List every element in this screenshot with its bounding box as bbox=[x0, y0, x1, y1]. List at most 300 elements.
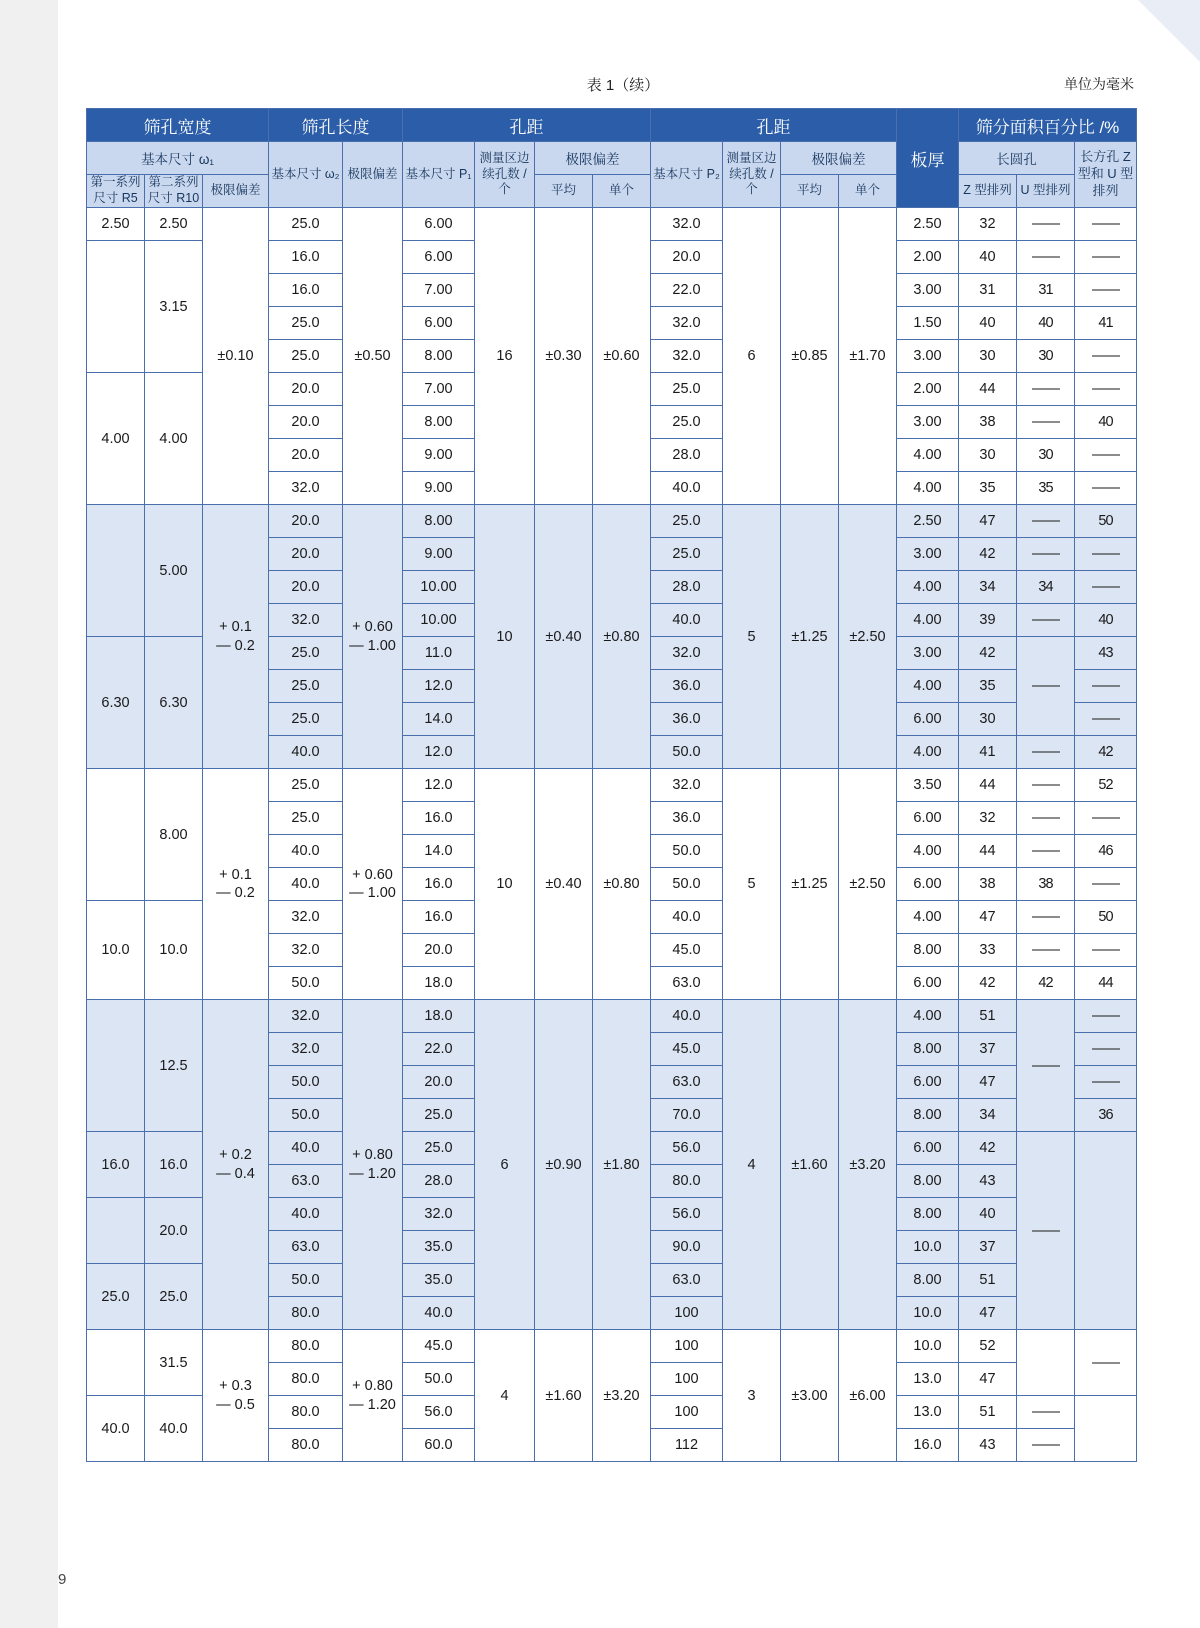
cell-basic-p1: 12.0 bbox=[403, 736, 475, 769]
cell-z-row: 31 bbox=[959, 274, 1017, 307]
header-avg-2: 平均 bbox=[781, 175, 839, 208]
cell-basic-w2: 32.0 bbox=[269, 472, 343, 505]
cell-tol-w1: + 0.1 — 0.2 bbox=[203, 769, 269, 1000]
cell-rect-zu: 40 bbox=[1075, 406, 1137, 439]
cell-r10: 10.0 bbox=[145, 901, 203, 1000]
cell-u-row: —— bbox=[1017, 1000, 1075, 1132]
cell-z-row: 33 bbox=[959, 934, 1017, 967]
cell-u-row: 30 bbox=[1017, 439, 1075, 472]
cell-rect-zu: 52 bbox=[1075, 769, 1137, 802]
cell-basic-w2: 20.0 bbox=[269, 439, 343, 472]
cell-rect-zu: —— bbox=[1075, 439, 1137, 472]
table-row bbox=[87, 769, 1137, 802]
cell-z-row: 42 bbox=[959, 967, 1017, 1000]
cell-basic-p2: 63.0 bbox=[651, 967, 723, 1000]
cell-basic-p2: 56.0 bbox=[651, 1198, 723, 1231]
cell-z-row: 47 bbox=[959, 901, 1017, 934]
cell-r5: 16.0 bbox=[87, 1132, 145, 1198]
cell-basic-w2: 40.0 bbox=[269, 835, 343, 868]
cell-u-row: —— bbox=[1017, 1396, 1075, 1429]
cell-basic-w2: 80.0 bbox=[269, 1330, 343, 1363]
cell-plate-thickness: 3.50 bbox=[897, 769, 959, 802]
cell-basic-p1: 35.0 bbox=[403, 1264, 475, 1297]
header-avg-1: 平均 bbox=[535, 175, 593, 208]
cell-rect-zu: —— bbox=[1075, 373, 1137, 406]
cell-meas-holes-1: 10 bbox=[475, 769, 535, 1000]
cell-plate-thickness: 4.00 bbox=[897, 472, 959, 505]
cell-rect-zu: 41 bbox=[1075, 307, 1137, 340]
cell-u-row: 34 bbox=[1017, 571, 1075, 604]
cell-basic-w2: 25.0 bbox=[269, 637, 343, 670]
cell-rect-zu: 43 bbox=[1075, 637, 1137, 670]
header-group-length: 筛孔长度 bbox=[269, 109, 403, 142]
header-basic-p2: 基本尺寸 P₂ bbox=[651, 142, 723, 208]
cell-basic-w2: 80.0 bbox=[269, 1297, 343, 1330]
cell-z-row: 44 bbox=[959, 769, 1017, 802]
cell-single-1: ±3.20 bbox=[593, 1330, 651, 1462]
cell-basic-w2: 32.0 bbox=[269, 604, 343, 637]
cell-single-2: ±2.50 bbox=[839, 769, 897, 1000]
cell-basic-w2: 20.0 bbox=[269, 373, 343, 406]
cell-single-2: ±3.20 bbox=[839, 1000, 897, 1330]
cell-avg-2: ±1.25 bbox=[781, 769, 839, 1000]
cell-rect-zu: 44 bbox=[1075, 967, 1137, 1000]
table-body bbox=[87, 208, 1137, 1462]
cell-basic-p2: 100 bbox=[651, 1396, 723, 1429]
cell-avg-2: ±0.85 bbox=[781, 208, 839, 505]
cell-plate-thickness: 2.00 bbox=[897, 373, 959, 406]
cell-basic-p2: 50.0 bbox=[651, 736, 723, 769]
cell-r5 bbox=[87, 505, 145, 637]
cell-u-row: —— bbox=[1017, 934, 1075, 967]
cell-basic-p1: 7.00 bbox=[403, 373, 475, 406]
table-head bbox=[87, 109, 1137, 208]
cell-u-row: 31 bbox=[1017, 274, 1075, 307]
cell-avg-1: ±0.30 bbox=[535, 208, 593, 505]
cell-meas-holes-2: 5 bbox=[723, 505, 781, 769]
cell-basic-w2: 50.0 bbox=[269, 1099, 343, 1132]
cell-u-row: —— bbox=[1017, 604, 1075, 637]
cell-rect-zu: 36 bbox=[1075, 1099, 1137, 1132]
cell-r10: 16.0 bbox=[145, 1132, 203, 1198]
cell-basic-p1: 16.0 bbox=[403, 868, 475, 901]
cell-r5: 40.0 bbox=[87, 1396, 145, 1462]
header-dev-limit-2: 极限偏差 bbox=[781, 142, 897, 175]
cell-plate-thickness: 3.00 bbox=[897, 406, 959, 439]
cell-meas-holes-1: 10 bbox=[475, 505, 535, 769]
cell-z-row: 30 bbox=[959, 703, 1017, 736]
cell-rect-zu: —— bbox=[1075, 241, 1137, 274]
cell-basic-p1: 45.0 bbox=[403, 1330, 475, 1363]
cell-basic-w2: 63.0 bbox=[269, 1165, 343, 1198]
cell-rect-zu: —— bbox=[1075, 274, 1137, 307]
cell-r10: 6.30 bbox=[145, 637, 203, 769]
cell-plate-thickness: 4.00 bbox=[897, 604, 959, 637]
cell-basic-p1: 14.0 bbox=[403, 835, 475, 868]
cell-rect-zu: —— bbox=[1075, 340, 1137, 373]
cell-z-row: 42 bbox=[959, 538, 1017, 571]
cell-z-row: 37 bbox=[959, 1033, 1017, 1066]
cell-basic-p2: 40.0 bbox=[651, 1000, 723, 1033]
cell-plate-thickness: 6.00 bbox=[897, 967, 959, 1000]
cell-meas-holes-2: 4 bbox=[723, 1000, 781, 1330]
cell-z-row: 30 bbox=[959, 439, 1017, 472]
cell-basic-p2: 40.0 bbox=[651, 604, 723, 637]
cell-r10: 20.0 bbox=[145, 1198, 203, 1264]
cell-tol-w1: + 0.1 — 0.2 bbox=[203, 505, 269, 769]
cell-avg-1: ±0.90 bbox=[535, 1000, 593, 1330]
cell-z-row: 47 bbox=[959, 1066, 1017, 1099]
cell-plate-thickness: 2.50 bbox=[897, 505, 959, 538]
cell-single-1: ±1.80 bbox=[593, 1000, 651, 1330]
header-dev-limit-1: 极限偏差 bbox=[535, 142, 651, 175]
cell-meas-holes-2: 3 bbox=[723, 1330, 781, 1462]
cell-basic-p2: 25.0 bbox=[651, 538, 723, 571]
cell-rect-zu: 40 bbox=[1075, 604, 1137, 637]
header-basic-p1: 基本尺寸 P₁ bbox=[403, 142, 475, 208]
cell-basic-p1: 18.0 bbox=[403, 967, 475, 1000]
cell-z-row: 52 bbox=[959, 1330, 1017, 1363]
cell-plate-thickness: 13.0 bbox=[897, 1363, 959, 1396]
cell-basic-p2: 36.0 bbox=[651, 703, 723, 736]
cell-plate-thickness: 2.00 bbox=[897, 241, 959, 274]
cell-plate-thickness: 6.00 bbox=[897, 1132, 959, 1165]
cell-basic-p2: 25.0 bbox=[651, 373, 723, 406]
cell-single-2: ±6.00 bbox=[839, 1330, 897, 1462]
cell-basic-p1: 6.00 bbox=[403, 307, 475, 340]
cell-z-row: 30 bbox=[959, 340, 1017, 373]
cell-basic-p1: 50.0 bbox=[403, 1363, 475, 1396]
cell-z-row: 32 bbox=[959, 208, 1017, 241]
cell-basic-w2: 16.0 bbox=[269, 241, 343, 274]
cell-basic-p1: 11.0 bbox=[403, 637, 475, 670]
cell-basic-w2: 20.0 bbox=[269, 538, 343, 571]
cell-basic-p2: 70.0 bbox=[651, 1099, 723, 1132]
cell-basic-w2: 40.0 bbox=[269, 1132, 343, 1165]
cell-plate-thickness: 13.0 bbox=[897, 1396, 959, 1429]
cell-r5 bbox=[87, 1198, 145, 1264]
cell-plate-thickness: 6.00 bbox=[897, 1066, 959, 1099]
cell-rect-zu: —— bbox=[1075, 538, 1137, 571]
cell-r10: 12.5 bbox=[145, 1000, 203, 1132]
cell-basic-p2: 45.0 bbox=[651, 934, 723, 967]
cell-r10: 25.0 bbox=[145, 1264, 203, 1330]
cell-u-row: 42 bbox=[1017, 967, 1075, 1000]
header-z-row: Z 型排列 bbox=[959, 175, 1017, 208]
cell-u-row: —— bbox=[1017, 1429, 1075, 1462]
cell-rect-zu: —— bbox=[1075, 208, 1137, 241]
cell-basic-p2: 50.0 bbox=[651, 835, 723, 868]
cell-basic-p2: 32.0 bbox=[651, 340, 723, 373]
cell-tol-w2: + 0.80 — 1.20 bbox=[343, 1000, 403, 1330]
cell-single-1: ±0.60 bbox=[593, 208, 651, 505]
cell-basic-w2: 25.0 bbox=[269, 307, 343, 340]
header-meas-holes-2: 测量区边续孔数 / 个 bbox=[723, 142, 781, 208]
cell-u-row: —— bbox=[1017, 208, 1075, 241]
cell-z-row: 43 bbox=[959, 1165, 1017, 1198]
cell-basic-p1: 16.0 bbox=[403, 901, 475, 934]
cell-basic-p2: 32.0 bbox=[651, 637, 723, 670]
cell-r5: 25.0 bbox=[87, 1264, 145, 1330]
cell-plate-thickness: 8.00 bbox=[897, 934, 959, 967]
cell-meas-holes-1: 4 bbox=[475, 1330, 535, 1462]
cell-u-row: 35 bbox=[1017, 472, 1075, 505]
cell-u-row: —— bbox=[1017, 835, 1075, 868]
cell-basic-p2: 100 bbox=[651, 1330, 723, 1363]
cell-basic-p2: 45.0 bbox=[651, 1033, 723, 1066]
cell-single-1: ±0.80 bbox=[593, 769, 651, 1000]
cell-u-row: 38 bbox=[1017, 868, 1075, 901]
cell-basic-w2: 20.0 bbox=[269, 571, 343, 604]
cell-meas-holes-1: 6 bbox=[475, 1000, 535, 1330]
cell-basic-w2: 25.0 bbox=[269, 703, 343, 736]
cell-basic-w2: 50.0 bbox=[269, 1066, 343, 1099]
header-basic-w1: 基本尺寸 ω₁ bbox=[87, 142, 269, 175]
cell-plate-thickness: 3.00 bbox=[897, 274, 959, 307]
cell-basic-w2: 63.0 bbox=[269, 1231, 343, 1264]
cell-z-row: 44 bbox=[959, 373, 1017, 406]
cell-basic-p2: 25.0 bbox=[651, 505, 723, 538]
cell-basic-p2: 90.0 bbox=[651, 1231, 723, 1264]
cell-rect-zu: —— bbox=[1075, 868, 1137, 901]
cell-avg-1: ±0.40 bbox=[535, 505, 593, 769]
cell-u-row: —— bbox=[1017, 406, 1075, 439]
cell-basic-p1: 20.0 bbox=[403, 934, 475, 967]
cell-plate-thickness: 1.50 bbox=[897, 307, 959, 340]
cell-u-row: —— bbox=[1017, 901, 1075, 934]
unit-note: 单位为毫米 bbox=[1064, 76, 1134, 92]
cell-plate-thickness: 8.00 bbox=[897, 1264, 959, 1297]
cell-basic-w2: 25.0 bbox=[269, 769, 343, 802]
cell-basic-p1: 22.0 bbox=[403, 1033, 475, 1066]
cell-z-row: 42 bbox=[959, 637, 1017, 670]
cell-meas-holes-2: 6 bbox=[723, 208, 781, 505]
table-row bbox=[87, 208, 1137, 241]
cell-basic-p2: 28.0 bbox=[651, 571, 723, 604]
header-group-pitch-2: 孔距 bbox=[651, 109, 897, 142]
header-r10: 第二系列尺寸 R10 bbox=[145, 175, 203, 208]
cell-basic-p2: 40.0 bbox=[651, 901, 723, 934]
cell-basic-p2: 22.0 bbox=[651, 274, 723, 307]
cell-plate-thickness: 6.00 bbox=[897, 703, 959, 736]
table-row bbox=[87, 505, 1137, 538]
sieve-specification-table bbox=[86, 108, 1137, 1462]
cell-r10: 40.0 bbox=[145, 1396, 203, 1462]
cell-basic-p2: 112 bbox=[651, 1429, 723, 1462]
cell-plate-thickness: 6.00 bbox=[897, 802, 959, 835]
page-number: 9 bbox=[58, 1571, 67, 1588]
cell-basic-w2: 16.0 bbox=[269, 274, 343, 307]
cell-basic-p2: 25.0 bbox=[651, 406, 723, 439]
cell-single-2: ±2.50 bbox=[839, 505, 897, 769]
cell-basic-p2: 20.0 bbox=[651, 241, 723, 274]
cell-basic-p1: 32.0 bbox=[403, 1198, 475, 1231]
cell-z-row: 39 bbox=[959, 604, 1017, 637]
cell-basic-w2: 80.0 bbox=[269, 1363, 343, 1396]
cell-rect-zu: 50 bbox=[1075, 901, 1137, 934]
cell-basic-p1: 7.00 bbox=[403, 274, 475, 307]
cell-z-row: 51 bbox=[959, 1000, 1017, 1033]
cell-z-row: 43 bbox=[959, 1429, 1017, 1462]
cell-rect-zu: —— bbox=[1075, 472, 1137, 505]
cell-z-row: 38 bbox=[959, 868, 1017, 901]
cell-r10: 2.50 bbox=[145, 208, 203, 241]
cell-r5 bbox=[87, 1330, 145, 1396]
cell-basic-p2: 63.0 bbox=[651, 1264, 723, 1297]
header-meas-holes-1: 测量区边续孔数 / 个 bbox=[475, 142, 535, 208]
header-group-pitch-1: 孔距 bbox=[403, 109, 651, 142]
cell-u-row: 40 bbox=[1017, 307, 1075, 340]
cell-rect-zu: —— bbox=[1075, 934, 1137, 967]
cell-u-row: —— bbox=[1017, 373, 1075, 406]
cell-z-row: 38 bbox=[959, 406, 1017, 439]
cell-basic-p1: 25.0 bbox=[403, 1099, 475, 1132]
header-single-1: 单个 bbox=[593, 175, 651, 208]
cell-u-row bbox=[1017, 1330, 1075, 1396]
cell-rect-zu: 42 bbox=[1075, 736, 1137, 769]
cell-rect-zu: —— bbox=[1075, 1000, 1137, 1033]
cell-r5: 10.0 bbox=[87, 901, 145, 1000]
cell-meas-holes-1: 16 bbox=[475, 208, 535, 505]
page-header bbox=[86, 74, 1160, 94]
cell-r10: 31.5 bbox=[145, 1330, 203, 1396]
cell-basic-w2: 25.0 bbox=[269, 208, 343, 241]
cell-basic-p1: 28.0 bbox=[403, 1165, 475, 1198]
cell-plate-thickness: 10.0 bbox=[897, 1231, 959, 1264]
cell-basic-p2: 56.0 bbox=[651, 1132, 723, 1165]
header-tol-w2: 极限偏差 bbox=[343, 142, 403, 208]
cell-basic-p2: 36.0 bbox=[651, 670, 723, 703]
cell-plate-thickness: 4.00 bbox=[897, 1000, 959, 1033]
table-row bbox=[87, 1000, 1137, 1033]
cell-tol-w2: ±0.50 bbox=[343, 208, 403, 505]
cell-basic-p2: 32.0 bbox=[651, 208, 723, 241]
cell-tol-w2: + 0.80 — 1.20 bbox=[343, 1330, 403, 1462]
cell-plate-thickness: 4.00 bbox=[897, 571, 959, 604]
cell-basic-p1: 60.0 bbox=[403, 1429, 475, 1462]
header-r5: 第一系列尺寸 R5 bbox=[87, 175, 145, 208]
cell-basic-p1: 12.0 bbox=[403, 769, 475, 802]
cell-meas-holes-2: 5 bbox=[723, 769, 781, 1000]
cell-basic-p1: 14.0 bbox=[403, 703, 475, 736]
cell-basic-w2: 50.0 bbox=[269, 967, 343, 1000]
cell-u-row: —— bbox=[1017, 736, 1075, 769]
cell-z-row: 42 bbox=[959, 1132, 1017, 1165]
cell-basic-p1: 9.00 bbox=[403, 439, 475, 472]
cell-plate-thickness: 16.0 bbox=[897, 1429, 959, 1462]
cell-basic-w2: 20.0 bbox=[269, 406, 343, 439]
cell-plate-thickness: 10.0 bbox=[897, 1297, 959, 1330]
header-group-area: 筛分面积百分比 /% bbox=[959, 109, 1137, 142]
cell-rect-zu: —— bbox=[1075, 1033, 1137, 1066]
cell-z-row: 47 bbox=[959, 1363, 1017, 1396]
cell-avg-2: ±1.25 bbox=[781, 505, 839, 769]
cell-z-row: 40 bbox=[959, 241, 1017, 274]
cell-z-row: 34 bbox=[959, 571, 1017, 604]
cell-r5 bbox=[87, 1000, 145, 1132]
cell-tol-w2: + 0.60 — 1.00 bbox=[343, 769, 403, 1000]
cell-z-row: 32 bbox=[959, 802, 1017, 835]
cell-z-row: 51 bbox=[959, 1396, 1017, 1429]
cell-z-row: 34 bbox=[959, 1099, 1017, 1132]
cell-basic-p1: 10.00 bbox=[403, 604, 475, 637]
cell-z-row: 47 bbox=[959, 505, 1017, 538]
cell-z-row: 44 bbox=[959, 835, 1017, 868]
cell-z-row: 47 bbox=[959, 1297, 1017, 1330]
cell-r5 bbox=[87, 769, 145, 901]
cell-z-row: 35 bbox=[959, 472, 1017, 505]
header-single-2: 单个 bbox=[839, 175, 897, 208]
cell-plate-thickness: 10.0 bbox=[897, 1330, 959, 1363]
cell-r10: 5.00 bbox=[145, 505, 203, 637]
header-rect-zu: 长方孔 Z 型和 U 型排列 bbox=[1075, 142, 1137, 208]
cell-plate-thickness: 2.50 bbox=[897, 208, 959, 241]
cell-basic-p2: 32.0 bbox=[651, 769, 723, 802]
cell-r10: 4.00 bbox=[145, 373, 203, 505]
cell-u-row: —— bbox=[1017, 637, 1075, 736]
cell-r5: 6.30 bbox=[87, 637, 145, 769]
cell-basic-w2: 20.0 bbox=[269, 505, 343, 538]
cell-plate-thickness: 8.00 bbox=[897, 1099, 959, 1132]
cell-basic-p2: 40.0 bbox=[651, 472, 723, 505]
cell-basic-w2: 32.0 bbox=[269, 901, 343, 934]
cell-basic-p2: 36.0 bbox=[651, 802, 723, 835]
cell-basic-w2: 50.0 bbox=[269, 1264, 343, 1297]
cell-z-row: 41 bbox=[959, 736, 1017, 769]
cell-basic-p2: 50.0 bbox=[651, 868, 723, 901]
cell-z-row: 40 bbox=[959, 1198, 1017, 1231]
header-basic-w2: 基本尺寸 ω₂ bbox=[269, 142, 343, 208]
cell-basic-w2: 80.0 bbox=[269, 1429, 343, 1462]
cell-basic-p1: 16.0 bbox=[403, 802, 475, 835]
cell-avg-1: ±1.60 bbox=[535, 1330, 593, 1462]
cell-tol-w1: ±0.10 bbox=[203, 208, 269, 505]
cell-u-row: —— bbox=[1017, 769, 1075, 802]
cell-u-row: —— bbox=[1017, 802, 1075, 835]
cell-plate-thickness: 3.00 bbox=[897, 637, 959, 670]
cell-plate-thickness: 6.00 bbox=[897, 868, 959, 901]
cell-plate-thickness: 8.00 bbox=[897, 1198, 959, 1231]
cell-plate-thickness: 8.00 bbox=[897, 1165, 959, 1198]
cell-r5 bbox=[87, 241, 145, 373]
cell-basic-p2: 63.0 bbox=[651, 1066, 723, 1099]
cell-z-row: 37 bbox=[959, 1231, 1017, 1264]
cell-plate-thickness: 8.00 bbox=[897, 1033, 959, 1066]
header-u-row: U 型排列 bbox=[1017, 175, 1075, 208]
table-caption: 表 1（续） bbox=[586, 77, 660, 94]
cell-u-row: —— bbox=[1017, 505, 1075, 538]
cell-basic-p1: 6.00 bbox=[403, 208, 475, 241]
cell-rect-zu: —— bbox=[1075, 1330, 1137, 1396]
cell-basic-p1: 40.0 bbox=[403, 1297, 475, 1330]
cell-u-row: —— bbox=[1017, 538, 1075, 571]
cell-rect-zu: —— bbox=[1075, 703, 1137, 736]
cell-basic-p1: 10.00 bbox=[403, 571, 475, 604]
cell-basic-p1: 8.00 bbox=[403, 406, 475, 439]
table-row bbox=[87, 1330, 1137, 1363]
cell-plate-thickness: 4.00 bbox=[897, 670, 959, 703]
cell-basic-w2: 25.0 bbox=[269, 670, 343, 703]
cell-plate-thickness: 3.00 bbox=[897, 538, 959, 571]
cell-z-row: 51 bbox=[959, 1264, 1017, 1297]
cell-basic-w2: 40.0 bbox=[269, 1198, 343, 1231]
cell-plate-thickness: 4.00 bbox=[897, 439, 959, 472]
header-plate-thickness: 板厚 bbox=[897, 109, 959, 208]
cell-u-row: —— bbox=[1017, 1132, 1075, 1330]
header-long-round: 长圆孔 bbox=[959, 142, 1075, 175]
cell-plate-thickness: 4.00 bbox=[897, 901, 959, 934]
cell-plate-thickness: 4.00 bbox=[897, 736, 959, 769]
